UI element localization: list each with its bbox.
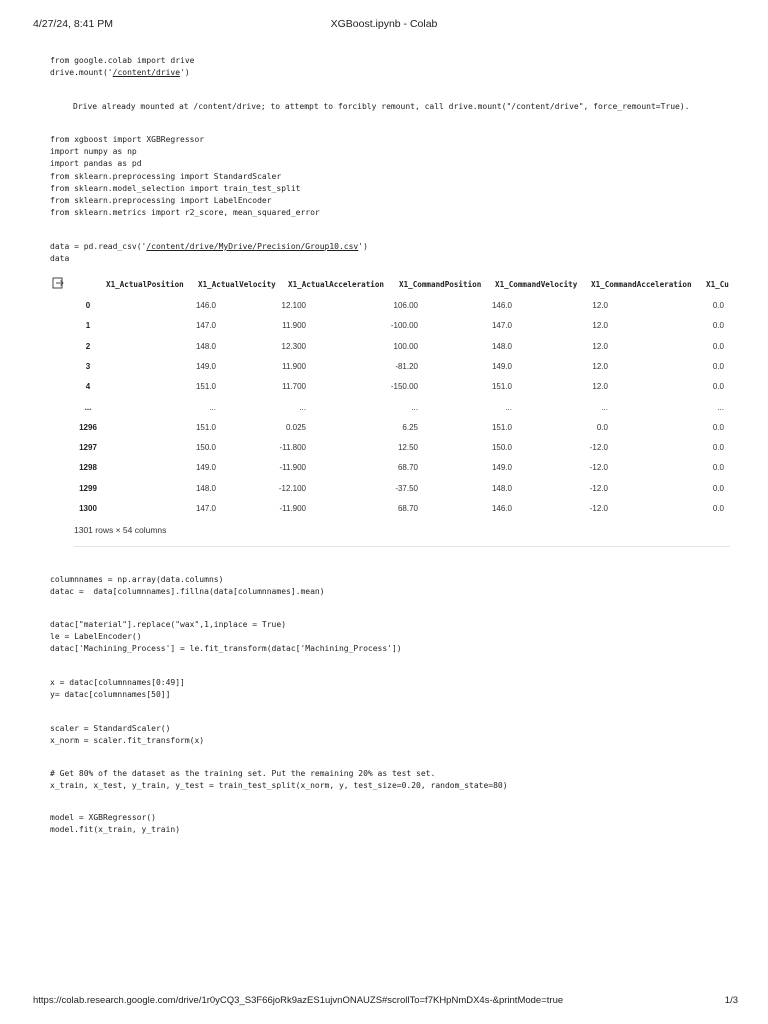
row-index: 4 xyxy=(85,382,91,392)
table-cell: 147.0 xyxy=(195,321,216,331)
code-cell-train-test-split[interactable] xyxy=(50,768,740,792)
code-line: from sklearn.metrics import r2_score, mean_squared_error xyxy=(50,208,320,218)
page-url: https://colab.research.google.com/drive/1r0yCQ3_S3F66joRk9azES1ujvnONAUZS#scrollTo=f7KHpNmDX4s-&printMode=true xyxy=(33,995,564,1006)
table-cell: 12.0 xyxy=(592,321,608,331)
code-line: drive.mount('/content/drive') xyxy=(50,68,190,78)
code-cell-label-encode[interactable] xyxy=(50,619,740,656)
column-header: X1_CommandVelocity xyxy=(495,280,578,289)
table-cell: 149.0 xyxy=(491,361,512,371)
table-cell: 151.0 xyxy=(491,422,512,432)
table-cell: 0.025 xyxy=(285,422,306,432)
table-cell: 151.0 xyxy=(491,382,512,392)
row-index: 3 xyxy=(85,361,91,371)
table-cell: 0.0 xyxy=(712,463,724,473)
column-header: X1_CommandPosition xyxy=(399,280,482,289)
table-cell: -100.00 xyxy=(390,321,418,331)
table-cell: -150.00 xyxy=(390,382,418,392)
table-row xyxy=(74,443,730,459)
code-line: datac['Machining_Process'] = le.fit_transform(datac['Machining_Process']) xyxy=(50,644,402,654)
table-row xyxy=(74,301,730,317)
code-cell-imports[interactable] xyxy=(50,134,740,219)
print-datetime: 4/27/24, 8:41 PM xyxy=(33,18,113,30)
table-cell: 148.0 xyxy=(195,341,216,351)
table-cell: 146.0 xyxy=(491,301,512,310)
table-cell: -11.800 xyxy=(279,443,306,453)
table-cell: 149.0 xyxy=(491,463,512,473)
table-cell: 149.0 xyxy=(195,463,216,473)
table-cell: 12.0 xyxy=(592,361,608,371)
row-index: 1 xyxy=(85,321,91,331)
table-cell: -12.0 xyxy=(589,504,608,513)
print-header xyxy=(0,0,768,40)
code-line: y= datac[columnnames[50]] xyxy=(50,690,171,700)
column-header: X1_ActualPosition xyxy=(106,280,184,289)
table-row xyxy=(74,504,730,520)
column-header: X1_ActualAcceleration xyxy=(288,280,385,289)
print-footer xyxy=(0,992,768,1012)
table-cell: 147.0 xyxy=(491,321,512,331)
table-cell: 148.0 xyxy=(195,483,216,493)
table-cell: ... xyxy=(601,402,608,412)
page-number: 1/3 xyxy=(724,995,738,1006)
row-index: 1297 xyxy=(79,443,97,453)
table-row xyxy=(74,362,730,378)
code-line: le = LabelEncoder() xyxy=(50,632,142,642)
row-index: 1296 xyxy=(79,422,97,432)
table-cell: 0.0 xyxy=(712,301,724,310)
table-cell: -37.50 xyxy=(395,483,418,493)
code-line: from sklearn.preprocessing import LabelEncoder xyxy=(50,195,272,205)
table-cell: 68.70 xyxy=(397,463,418,473)
table-row xyxy=(74,342,730,358)
code-line: import numpy as np xyxy=(50,147,137,157)
code-line: scaler = StandardScaler() xyxy=(50,724,171,733)
table-cell: 0.0 xyxy=(712,341,724,351)
table-row xyxy=(74,463,730,479)
code-line: from google.colab import drive xyxy=(50,56,195,65)
table-cell: ... xyxy=(299,402,306,412)
column-header: X1_ActualVelocity xyxy=(198,280,276,289)
table-cell: 6.25 xyxy=(402,422,418,432)
row-index: 1299 xyxy=(79,483,97,493)
code-cell-xy-split[interactable] xyxy=(50,677,740,701)
column-header: X1_CommandAcceleration xyxy=(591,280,692,289)
print-title: XGBoost.ipynb - Colab xyxy=(330,18,438,30)
code-line: x = datac[columnnames[0:49]] xyxy=(50,678,185,687)
table-cell: 146.0 xyxy=(195,301,216,310)
table-cell: -81.20 xyxy=(395,361,418,371)
column-header: X1_Cu xyxy=(706,280,729,289)
table-cell: -12.0 xyxy=(589,483,608,493)
row-index: 0 xyxy=(85,301,91,310)
table-cell: 0.0 xyxy=(712,321,724,331)
code-line: x_train, x_test, y_train, y_test = train_test_split(x_norm, y, test_size=0.20, random_state=80) xyxy=(50,781,508,791)
table-row xyxy=(74,382,730,398)
dataframe-output xyxy=(74,280,730,548)
drive-path-link[interactable]: /content/drive xyxy=(112,68,181,78)
code-line: datac = data[columnnames].fillna(data[columnnames].mean) xyxy=(50,587,325,597)
table-cell: ... xyxy=(209,402,216,412)
code-line: from sklearn.model_selection import train_test_split xyxy=(50,183,301,193)
table-cell: 148.0 xyxy=(491,341,512,351)
table-cell: 0.0 xyxy=(712,504,724,513)
table-cell: 148.0 xyxy=(491,483,512,493)
code-line: model = XGBRegressor() xyxy=(50,813,156,822)
output-divider xyxy=(74,546,730,547)
code-line: import pandas as pd xyxy=(50,159,142,169)
code-line: data = pd.read_csv('/content/drive/MyDrive/Precision/Group10.csv') xyxy=(50,242,368,251)
code-cell-fillna[interactable] xyxy=(50,574,740,598)
cell-output-text: Drive already mounted at /content/drive; to attempt to forcibly remount, call drive.mount("/content/drive", force_remount=True). xyxy=(73,102,690,111)
table-cell: ... xyxy=(505,402,512,412)
table-cell: 0.0 xyxy=(712,443,724,453)
table-cell: -12.0 xyxy=(589,463,608,473)
row-index: 2 xyxy=(85,341,91,351)
table-row xyxy=(74,484,730,500)
table-cell: ... xyxy=(411,402,418,412)
code-line: columnnames = np.array(data.columns) xyxy=(50,575,224,584)
dataframe-shape: 1301 rows × 54 columns xyxy=(74,525,167,535)
row-index: 1298 xyxy=(79,463,97,473)
table-row xyxy=(74,423,730,439)
table-cell: 11.900 xyxy=(282,321,306,331)
code-line: from sklearn.preprocessing import StandardScaler xyxy=(50,171,282,181)
table-cell: 12.300 xyxy=(281,341,306,351)
table-cell: 151.0 xyxy=(195,382,216,392)
table-cell: 147.0 xyxy=(195,504,216,513)
table-cell: ... xyxy=(717,402,724,412)
table-cell: 0.0 xyxy=(596,422,608,432)
table-cell: 68.70 xyxy=(397,504,418,513)
code-cell-read-csv[interactable] xyxy=(50,241,740,265)
table-cell: 150.0 xyxy=(195,443,216,453)
table-cell: 0.0 xyxy=(712,422,724,432)
code-line: data xyxy=(50,254,70,264)
table-cell: -11.900 xyxy=(279,504,306,513)
table-cell: 12.0 xyxy=(592,382,608,392)
table-cell: 12.50 xyxy=(397,443,418,453)
table-row xyxy=(74,403,730,419)
code-line: from xgboost import XGBRegressor xyxy=(50,135,205,144)
output-actions-icon[interactable] xyxy=(52,277,64,289)
code-cell-scaler[interactable] xyxy=(50,723,740,747)
table-cell: 106.00 xyxy=(393,301,418,310)
table-cell: 0.0 xyxy=(712,361,724,371)
code-line: model.fit(x_train, y_train) xyxy=(50,825,181,835)
table-cell: 12.0 xyxy=(592,341,608,351)
table-cell: 150.0 xyxy=(491,443,512,453)
table-row xyxy=(74,321,730,337)
code-cell-model-fit[interactable] xyxy=(50,812,740,836)
table-cell: 11.900 xyxy=(282,361,306,371)
table-cell: 100.00 xyxy=(393,341,418,351)
code-line: datac["material"].replace("wax",1,inplace = True) xyxy=(50,620,287,629)
table-cell: 149.0 xyxy=(195,361,216,371)
table-cell: 146.0 xyxy=(491,504,512,513)
table-cell: 11.700 xyxy=(282,382,306,392)
row-index: 1300 xyxy=(79,504,97,513)
table-cell: 12.0 xyxy=(592,301,608,310)
code-comment: # Get 80% of the dataset as the training set. Put the remaining 20% as test set. xyxy=(50,769,436,778)
csv-path-link[interactable]: /content/drive/MyDrive/Precision/Group10.csv xyxy=(146,242,359,251)
table-cell: 151.0 xyxy=(195,422,216,432)
table-cell: 0.0 xyxy=(712,483,724,493)
table-cell: 0.0 xyxy=(712,382,724,392)
code-cell-drive-mount[interactable] xyxy=(50,55,740,79)
table-cell: -12.100 xyxy=(278,483,306,493)
table-cell: -11.900 xyxy=(279,463,306,473)
table-cell: -12.0 xyxy=(589,443,608,453)
row-index: ... xyxy=(84,402,92,412)
code-line: x_norm = scaler.fit_transform(x) xyxy=(50,736,205,746)
table-cell: 12.100 xyxy=(281,301,306,310)
